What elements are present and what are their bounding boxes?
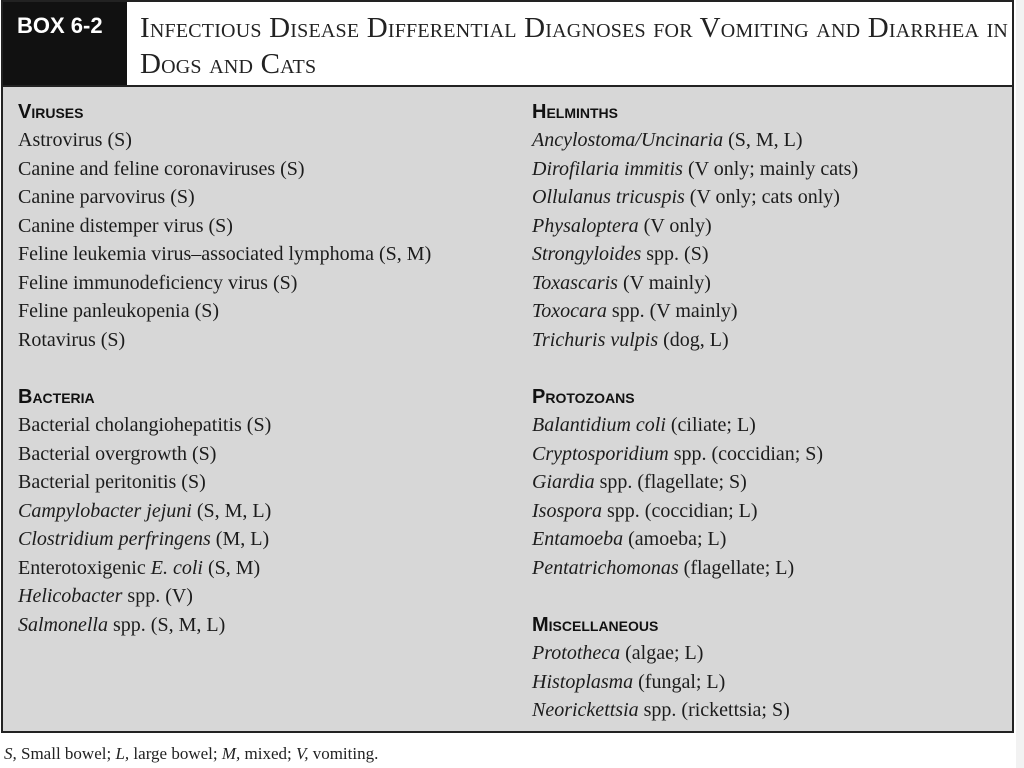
list-item bbox=[18, 468, 518, 497]
section-heading: Helminths bbox=[532, 101, 618, 123]
section-heading: Miscellaneous bbox=[532, 614, 659, 636]
box-number-label: BOX 6-2 bbox=[3, 2, 127, 85]
list-item bbox=[532, 440, 1012, 469]
footnote-text: large bowel; bbox=[129, 744, 222, 763]
section-protozoans bbox=[532, 383, 1012, 582]
item-text: (S, M, L) bbox=[191, 499, 272, 522]
item-text: Astrovirus (S) bbox=[18, 129, 132, 151]
organism-name: Campylobacter jejuni bbox=[18, 499, 192, 522]
list-item bbox=[532, 696, 1012, 725]
item-text: spp. (flagellate; S) bbox=[594, 471, 747, 493]
item-text: spp. (V mainly) bbox=[606, 300, 738, 322]
item-text: Canine distemper virus (S) bbox=[18, 214, 233, 237]
organism-name: Entamoeba bbox=[532, 528, 624, 550]
list-item bbox=[532, 183, 1012, 212]
list-item bbox=[18, 269, 518, 298]
list-item bbox=[18, 326, 518, 355]
item-text: (S, M, L) bbox=[723, 129, 803, 151]
list-item bbox=[532, 411, 1012, 440]
organism-name: Isospora bbox=[532, 499, 603, 522]
organism-name: Trichuris vulpis bbox=[532, 328, 659, 351]
organism-name: Pentatrichomonas bbox=[532, 556, 679, 579]
list-item bbox=[18, 155, 518, 184]
box-title: Infectious Disease Differential Diagnoses for Vomiting and Diarrhea in Dogs and Cats bbox=[140, 12, 1009, 80]
item-text: (algae; L) bbox=[620, 642, 704, 664]
list-item bbox=[18, 126, 518, 155]
list-item bbox=[532, 497, 1012, 526]
organism-name: Giardia bbox=[532, 471, 595, 493]
abbreviations-footnote bbox=[4, 744, 378, 764]
list-item bbox=[532, 525, 1012, 554]
list-item bbox=[18, 554, 518, 583]
list-item bbox=[532, 297, 1012, 326]
section-bacteria bbox=[18, 383, 518, 639]
list-item bbox=[532, 212, 1012, 241]
list-item bbox=[18, 440, 518, 469]
item-text: spp. (coccidian; S) bbox=[668, 442, 824, 465]
footnote-text: Small bowel; bbox=[16, 744, 116, 763]
section-heading: Protozoans bbox=[532, 386, 635, 408]
list-item bbox=[532, 554, 1012, 583]
section-viruses bbox=[18, 98, 518, 354]
list-item bbox=[18, 582, 518, 611]
list-item bbox=[18, 297, 518, 326]
item-text: (ciliate; L) bbox=[665, 414, 756, 436]
list-item bbox=[18, 611, 518, 640]
footnote-text: M, bbox=[221, 744, 241, 763]
item-text: spp. (rickettsia; S) bbox=[638, 699, 790, 721]
item-text: spp. (V) bbox=[122, 585, 193, 607]
list-item bbox=[18, 183, 518, 212]
item-text: Enterotoxigenic bbox=[18, 556, 151, 579]
list-item bbox=[532, 639, 1012, 668]
page-edge bbox=[1016, 0, 1024, 768]
list-item bbox=[532, 240, 1012, 269]
item-text: Canine parvovirus (S) bbox=[18, 186, 195, 208]
organism-name: E. coli bbox=[150, 556, 203, 579]
item-text: Bacterial cholangiohepatitis (S) bbox=[18, 414, 272, 436]
item-text: (flagellate; L) bbox=[678, 556, 795, 579]
item-text: (V only; mainly cats) bbox=[682, 157, 859, 180]
item-text: (V only) bbox=[638, 214, 712, 237]
item-text: spp. (coccidian; L) bbox=[602, 499, 758, 522]
list-item bbox=[18, 525, 518, 554]
organism-name: Clostridium perfringens bbox=[18, 528, 211, 550]
section-helminths bbox=[532, 98, 1012, 354]
organism-name: Ancylostoma/Uncinaria bbox=[532, 129, 724, 151]
item-text: Bacterial overgrowth (S) bbox=[18, 442, 217, 465]
section-heading: Viruses bbox=[18, 101, 84, 123]
section-miscellaneous bbox=[532, 611, 1012, 725]
footnote-text: V, bbox=[296, 744, 309, 763]
item-text: Feline panleukopenia (S) bbox=[18, 300, 220, 322]
item-text: spp. (S, M, L) bbox=[108, 613, 226, 636]
right-column bbox=[532, 98, 1012, 754]
left-column bbox=[18, 98, 518, 668]
organism-name: Strongyloides bbox=[532, 243, 642, 265]
organism-name: Prototheca bbox=[532, 642, 621, 664]
item-text: (V only; cats only) bbox=[684, 186, 840, 208]
footnote-text: L, bbox=[115, 744, 130, 763]
item-text: Feline immunodeficiency virus (S) bbox=[18, 271, 298, 294]
organism-name: Ollulanus tricuspis bbox=[532, 186, 685, 208]
item-text: Canine and feline coronaviruses (S) bbox=[18, 157, 305, 180]
item-text: Bacterial peritonitis (S) bbox=[18, 471, 206, 493]
list-item bbox=[532, 668, 1012, 697]
footnote-text: mixed; bbox=[240, 744, 296, 763]
item-text: (V mainly) bbox=[617, 271, 711, 294]
item-text: spp. (S) bbox=[641, 243, 709, 265]
item-text: Rotavirus (S) bbox=[18, 328, 126, 351]
organism-name: Balantidium coli bbox=[532, 414, 666, 436]
item-text: Feline leukemia virus–associated lymphoma (S, M) bbox=[18, 243, 432, 265]
organism-name: Neorickettsia bbox=[532, 699, 639, 721]
differential-diagnoses-box bbox=[1, 0, 1014, 733]
organism-name: Toxocara bbox=[532, 300, 607, 322]
organism-name: Toxascaris bbox=[532, 271, 618, 294]
list-item bbox=[18, 497, 518, 526]
organism-name: Helicobacter bbox=[18, 585, 123, 607]
box-header bbox=[3, 2, 1012, 87]
item-text: (M, L) bbox=[210, 528, 270, 550]
list-item bbox=[18, 240, 518, 269]
list-item bbox=[18, 212, 518, 241]
footnote-text: S, bbox=[4, 744, 17, 763]
item-text: (fungal; L) bbox=[633, 670, 726, 693]
organism-name: Salmonella bbox=[18, 613, 108, 636]
list-item bbox=[532, 155, 1012, 184]
item-text: (dog, L) bbox=[658, 328, 729, 351]
section-heading: Bacteria bbox=[18, 386, 95, 408]
list-item bbox=[532, 126, 1012, 155]
organism-name: Histoplasma bbox=[532, 670, 634, 693]
organism-name: Cryptosporidium bbox=[532, 442, 669, 465]
list-item bbox=[532, 326, 1012, 355]
list-item bbox=[18, 411, 518, 440]
list-item bbox=[532, 269, 1012, 298]
item-text: (amoeba; L) bbox=[623, 528, 727, 550]
item-text: (S, M) bbox=[202, 556, 261, 579]
footnote-text: vomiting. bbox=[308, 744, 379, 763]
list-item bbox=[532, 468, 1012, 497]
organism-name: Dirofilaria immitis bbox=[532, 157, 683, 180]
organism-name: Physaloptera bbox=[532, 214, 639, 237]
